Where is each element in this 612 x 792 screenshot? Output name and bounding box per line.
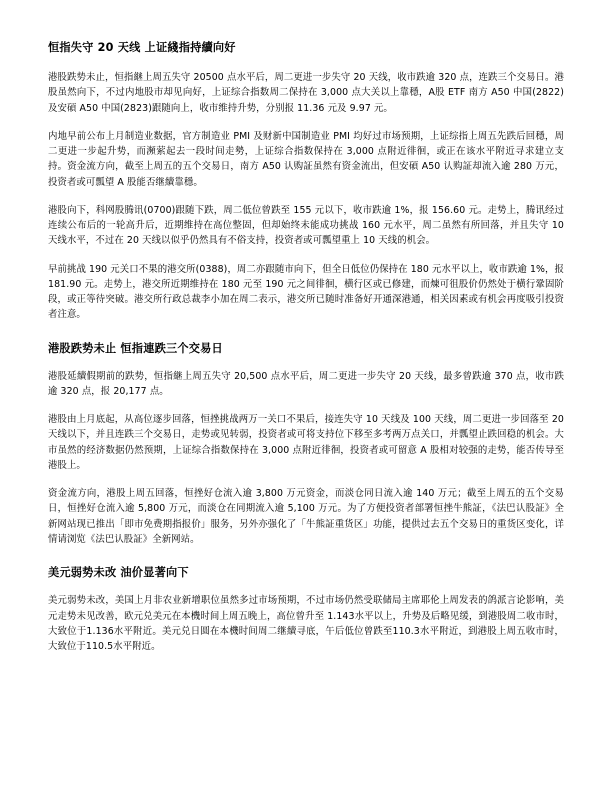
paragraph: 美元弱势未改，美国上月非农业新增职位虽然多过市场预期，不过市场仍然受联储局主席耶伦上周发表的鸽派言论影响，美元走势未见改善，欧元兑美元在本機时间上周五晚上，高位曾升至 1.143水平以上，升势及后略见缓，到港股周二收市时，大致位于1.136水平附近。美元兑日圆在本機时间周二继續寻底，午后低位曾跌至110.3水平附近，到港股上周五收市时，大致位于110.5水平附近。	[48, 595, 564, 653]
paragraph: 内地早前公布上月制造业数据，官方制造业 PMI 及财新中国制造业 PMI 均好过市场预期，上证综指上周五先跌后回穩，周二更进一步起升势，而瀕萦起去一段时间走勢，上证综合指数保持在 3,000 点附近徘徊，或正在该水平附近寻求建立支持。资金流方向，截至上周五的五个交易日，南方 A50 认购証虽然有资金流出，但安碩 A50 认购証却流入逾 280 万元，投资者或可瓢望 A 股能否继續靠穩。	[48, 130, 564, 188]
paragraph: 港股延續假期前的跌势，恒指継上周五失守 20,500 点水平后，周二更进一步失守 20 天线，最多曾跌逾 370 点，收市跌逾 320 点，报 20,177 点。	[48, 370, 564, 397]
page-title: 恒指失守 20 天线 上证綫指持續向好	[48, 41, 236, 54]
paragraph: 港股由上月底起，从高位逐步回落，恒挫挑战两万一关口不果后，接连失守 10 天线及 100 天线，周二更进一步回落至 20 天线以下，并且连跌三个交易日，走势或见转弱，投资者或可将支持位下移至多考两万点关口，并瓢望止跌回稳的机会。大市虽然的经济数据仍然预期，上证综合指数保持在 3,000 点附近徘徊，投资者或可留意 A 股相对较强的走势，能否传导至港股上。	[48, 414, 564, 471]
paragraph: 港股向下，科网股腾讯(0700)跟随下跌，周二低位曾跌至 155 元以下，收市跌逾 1%，报 156.60 元。走势上，腾讯经过连续公布后的一轮高升后，近期维持在高位整固，但却始终未能成功挑战 160 元水平，周二虽然有所回落，并且失守 10 天线水平，不过在 20 天线以似乎仍然具有不俗支持，投资者或可瓢望重上 10 天线的机会。	[48, 204, 564, 247]
paragraph: 港股跌势未止，恒指継上周五失守 20500 点水平后，周二更进一步失守 20 天线，收市跌逾 320 点，连跌三个交易日。港股虽然向下，不过内地股市却见向好，上证综合指数周二保持在 3,000 点大关以上靠穩，A股 ETF 南方 A50 中国(2822)及安碩 A50 中国(2823)跟随向上，收市维持升势，分别报 11.36 元及 9.97 元。	[48, 72, 564, 114]
section-heading: 美元弱势未改 油价显著向下	[48, 566, 189, 580]
section-heading: 港股跌势未止 恒指連跌三个交易日	[48, 341, 223, 355]
paragraph: 早前挑战 190 元关口不果的港交所(0388)，周二亦跟随市向下，但全日低位仍保持在 180 元水平以上，收市跌逾 1%，报 181.90 元。走势上，港交所近期维持在 180 元至 190 元之间徘徊，横行区或已修建，而煉可徂股价仍然处于横行鞏固阶段，或正等待突破。港交所行政总裁李小加在周二表示，港交所已随时准备好开通深港通，相关因素或有机会再度吸引投资者注意。	[48, 263, 564, 321]
paragraph: 资金流方向，港股上周五回落，恒挫好仓流入逾 3,800 万元资金，而淡仓同日流入逾 140 万元；截至上周五的五个交易日，恒挫好仓流入逾 5,800 万元，而淡仓在同期流入逾 5,100 万元。为了方便投资者部署恒挫牛熊証，《法巴认股証》全新网站现已推出「即市免费期指报价」服务，另外亦强化了「牛熊証重货区」功能，提供过去五个交易日的重货区变化，详情请浏览《法巴认股証》全新网站。	[48, 488, 564, 545]
